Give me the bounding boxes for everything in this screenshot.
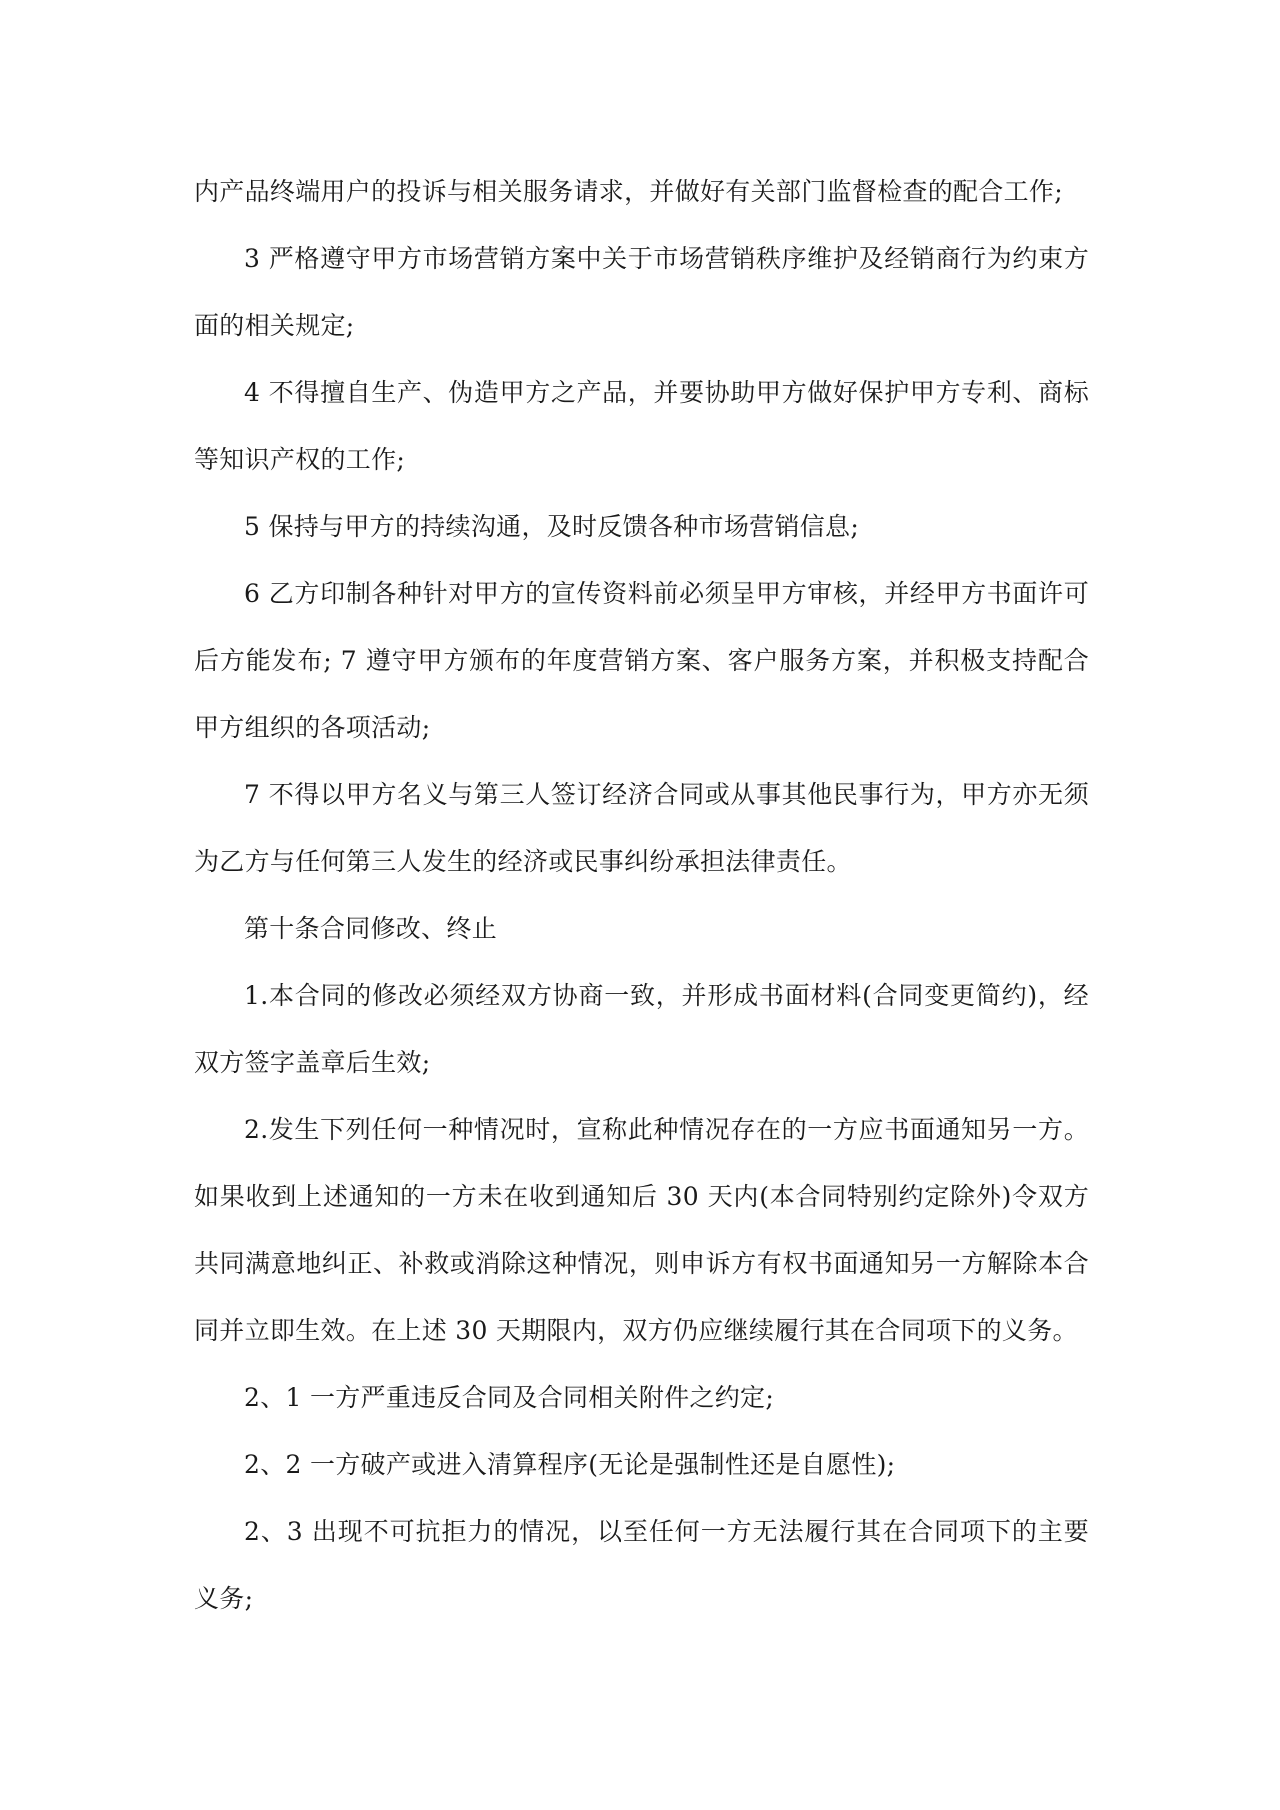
paragraph-clause-5: 5 保持与甲方的持续沟通，及时反馈各种市场营销信息; bbox=[244, 512, 860, 541]
paragraph-clause-6-7: 6 乙方印制各种针对甲方的宣传资料前必须呈甲方审核，并经甲方书面许可后方能发布; 7 遵守甲方颁布的年度营销方案、客户服务方案，并积极支持配合甲方组织的各项活动; bbox=[194, 579, 1089, 742]
paragraph-clause-2-1: 2、1 一方严重违反合同及合同相关附件之约定; bbox=[244, 1383, 775, 1412]
paragraph-clause-2-2: 2、2 一方破产或进入清算程序(无论是强制性还是自愿性); bbox=[244, 1450, 896, 1479]
section-heading-article-10: 第十条合同修改、终止 bbox=[244, 914, 498, 943]
paragraph-clause-2-3: 2、3 出现不可抗拒力的情况，以至任何一方无法履行其在合同项下的主要义务; bbox=[194, 1517, 1089, 1613]
paragraph-modification-1: 1.本合同的修改必须经双方协商一致，并形成书面材料(合同变更简约)，经双方签字盖章后生效; bbox=[194, 981, 1089, 1077]
paragraph-service-cooperation: 内产品终端用户的投诉与相关服务请求，并做好有关部门监督检查的配合工作; bbox=[194, 177, 1063, 206]
paragraph-clause-3: 3 严格遵守甲方市场营销方案中关于市场营销秩序维护及经销商行为约束方面的相关规定; bbox=[194, 244, 1089, 340]
document-body bbox=[194, 158, 1089, 1632]
paragraph-termination-2: 2.发生下列任何一种情况时，宣称此种情况存在的一方应书面通知另一方。如果收到上述通知的一方未在收到通知后 30 天内(本合同特别约定除外)令双方共同满意地纠正、补救或消除这种情况，则申诉方有权书面通知另一方解除本合同并立即生效。在上述 30 天期限内，双方仍应继续履行其在合同项下的义务。 bbox=[194, 1115, 1089, 1345]
paragraph-clause-7b: 7 不得以甲方名义与第三人签订经济合同或从事其他民事行为，甲方亦无须为乙方与任何第三人发生的经济或民事纠纷承担法律责任。 bbox=[194, 780, 1089, 876]
paragraph-clause-4: 4 不得擅自生产、伪造甲方之产品，并要协助甲方做好保护甲方专利、商标等知识产权的工作; bbox=[194, 378, 1089, 474]
